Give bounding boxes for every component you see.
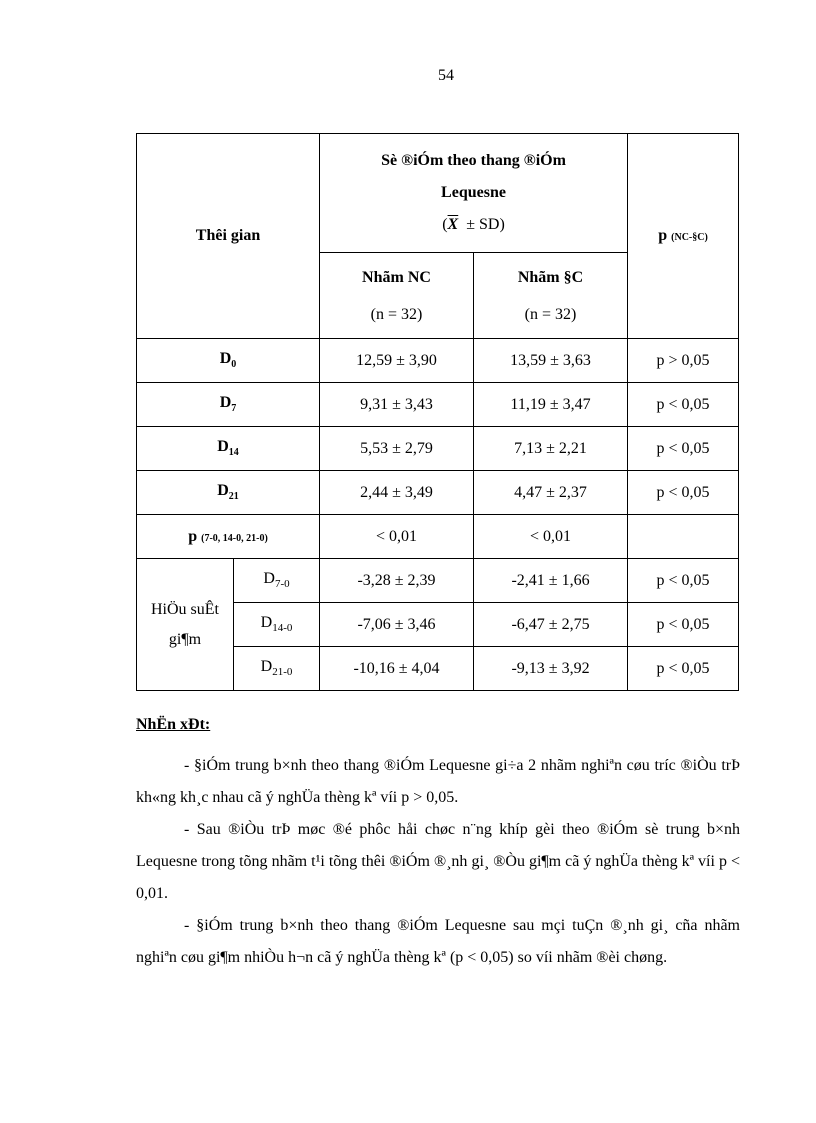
day-label: $D_{21}$ [137, 471, 320, 515]
p-value: p > 0,05 [628, 339, 739, 383]
p-value: p < 0,05 [628, 559, 739, 603]
header-group-nc [320, 253, 474, 339]
header-time: Thêi gian [137, 134, 320, 339]
dc-value: < 0,01 [474, 515, 628, 559]
header-score-line3 [320, 209, 627, 241]
notes-title: NhËn xÐt: [136, 716, 211, 733]
table-row [137, 427, 739, 471]
group-dc-name: Nhãm §C [517, 268, 584, 286]
day-label: $D_{14}$ [137, 427, 320, 471]
nc-value: 2,44 ± 3,49 [320, 471, 474, 515]
header-group-dc [474, 253, 628, 339]
header-score [320, 134, 628, 253]
nc-value: -3,28 ± 2,39 [320, 559, 474, 603]
header-score-line2: Lequesne [441, 184, 506, 201]
dc-value: 13,59 ± 3,63 [474, 339, 628, 383]
table-row [137, 559, 739, 603]
notes-paragraph: - §iÓm trung b×nh theo thang ®iÓm Lequesne gi÷a 2 nhãm nghiªn cøu tríc ®iÒu trÞ kh«ng kh¸c nhau cã ý nghÜa thèng kª víi p > 0,05. [136, 757, 740, 806]
group-dc-n: (n = 32) [524, 305, 577, 323]
p-trend-label: p (7-0, 14-0, 21-0) [137, 515, 320, 559]
notes-section [136, 716, 740, 974]
header-p-main: p [658, 227, 668, 244]
day-label: $D_7$ [137, 383, 320, 427]
nc-value: 5,53 ± 2,79 [320, 427, 474, 471]
group-nc-n: (n = 32) [370, 305, 423, 323]
group-nc-name: Nhãm NC [362, 268, 431, 286]
mean-symbol: $\overline{X}$ [447, 216, 459, 233]
nc-value: -10,16 ± 4,04 [320, 647, 474, 691]
header-p [628, 134, 739, 339]
notes-paragraph: - §iÓm trung b×nh theo thang ®iÓm Lequesne sau mçi tuÇn ®¸nh gi¸ cña nhãm nghiªn cøu gi¶m nhiÒu h¬n cã ý nghÜa thèng kª (p < 0,05) so víi nhãm ®èi chøng. [136, 917, 740, 966]
header-score-open: ( [442, 216, 448, 233]
notes-paragraph: - Sau ®iÒu trÞ møc ®é phôc håi chøc n¨ng khíp gèi theo ®iÓm sè trung b×nh Lequesne trong tõng nhãm t¹i tõng thêi ®iÓm ®¸nh gi¸ ®Òu gi¶m cã ý nghÜa thèng kª víi p < 0,01. [136, 821, 740, 902]
p-value: p < 0,05 [628, 471, 739, 515]
results-table [136, 133, 739, 691]
interval-label: $D_{7-0}$ [234, 559, 320, 603]
efficiency-label: HiÖu suÊt gi¶m [137, 559, 234, 691]
dc-value: -6,47 ± 2,75 [474, 603, 628, 647]
p-value: p < 0,05 [628, 383, 739, 427]
nc-value: -7,06 ± 3,46 [320, 603, 474, 647]
day-label: $D_0$ [137, 339, 320, 383]
dc-value: 11,19 ± 3,47 [474, 383, 628, 427]
p-value: p < 0,05 [628, 647, 739, 691]
p-value: p < 0,05 [628, 427, 739, 471]
nc-value: 12,59 ± 3,90 [320, 339, 474, 383]
header-p-sub: (NC-§C) [671, 232, 708, 243]
table-row [137, 471, 739, 515]
dc-value: -9,13 ± 3,92 [474, 647, 628, 691]
table-row [137, 383, 739, 427]
dc-value: -2,41 ± 1,66 [474, 559, 628, 603]
p-value: p < 0,05 [628, 603, 739, 647]
dc-value: 4,47 ± 2,37 [474, 471, 628, 515]
header-score-sd: ± SD) [466, 216, 505, 233]
nc-value: 9,31 ± 3,43 [320, 383, 474, 427]
page-number: 54 [438, 67, 454, 84]
dc-value: 7,13 ± 2,21 [474, 427, 628, 471]
interval-label: $D_{14-0}$ [234, 603, 320, 647]
p-value [628, 515, 739, 559]
header-score-line1: Sè ®iÓm theo thang ®iÓm [381, 152, 566, 169]
table-row-p-trend [137, 515, 739, 559]
table-row [137, 339, 739, 383]
interval-label: $D_{21-0}$ [234, 647, 320, 691]
nc-value: < 0,01 [320, 515, 474, 559]
